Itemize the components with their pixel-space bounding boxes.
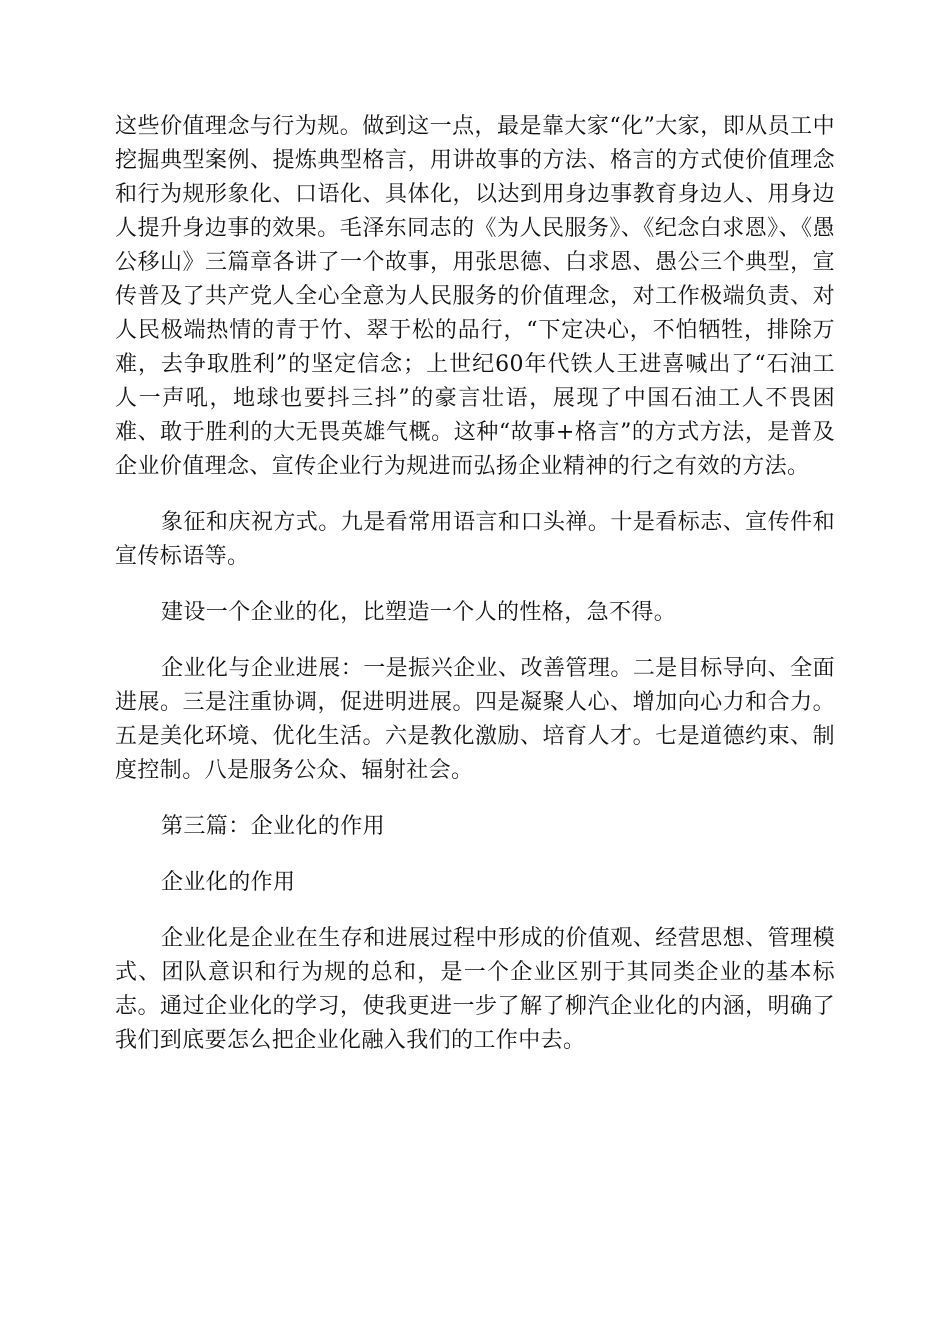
- paragraph-culture-and-development: 企业化与企业进展：一是振兴企业、改善管理。二是目标导向、全面进展。三是注重协调，促进明进展。四是凝聚人心、增加向心力和合力。五是美化环境、优化生活。六是教化激励、培育人才。七是道德约束、制度控制。八是服务公众、辐射社会。: [115, 656, 835, 783]
- paragraph-culture-definition: 企业化是企业在生存和进展过程中形成的价值观、经营思想、管理模式、团队意识和行为规的总和，是一个企业区别于其同类企业的基本标志。通过企业化的学习，使我更进一步了解了柳汽企业化的内涵，明确了我们到底要怎么把企业化融入我们的工作中去。: [115, 926, 835, 1053]
- paragraph-building-culture: 建设一个企业的化，比塑造一个人的性格，急不得。: [161, 600, 677, 625]
- document-body: [115, 110, 835, 1080]
- section-subheading: 企业化的作用: [161, 870, 296, 895]
- paragraph-values-and-stories: 这些价值理念与行为规。做到这一点，最是靠大家“化”大家，即从员工中挖掘典型案例、提炼典型格言，用讲故事的方法、格言的方式使价值理念和行为规形象化、口语化、具体化，以达到用身边事教育身边人、用身边人提升身边事的效果。毛泽东同志的《为人民服务》、《纪念白求恩》、《愚公移山》三篇章各讲了一个故事，用张思德、白求恩、愚公三个典型，宣传普及了共产党人全心全意为人民服务的价值理念，对工作极端负责、对人民极端热情的青于竹、翠于松的品行，“下定决心，不怕牺牲，排除万难，去争取胜利”的坚定信念；上世纪60年代铁人王进喜喊出了“石油工人一声吼，地球也要抖三抖”的豪言壮语，展现了中国石油工人不畏困难、敢于胜利的大无畏英雄气概。这种“故事+格言”的方式方法，是普及企业价值理念、宣传企业行为规进而弘扬企业精神的行之有效的方法。: [115, 114, 835, 479]
- section-heading-part-three: 第三篇：企业化的作用: [161, 814, 386, 839]
- paragraph-symbols-and-slogans: 象征和庆祝方式。九是看常用语言和口头禅。十是看标志、宣传件和宣传标语等。: [115, 510, 835, 569]
